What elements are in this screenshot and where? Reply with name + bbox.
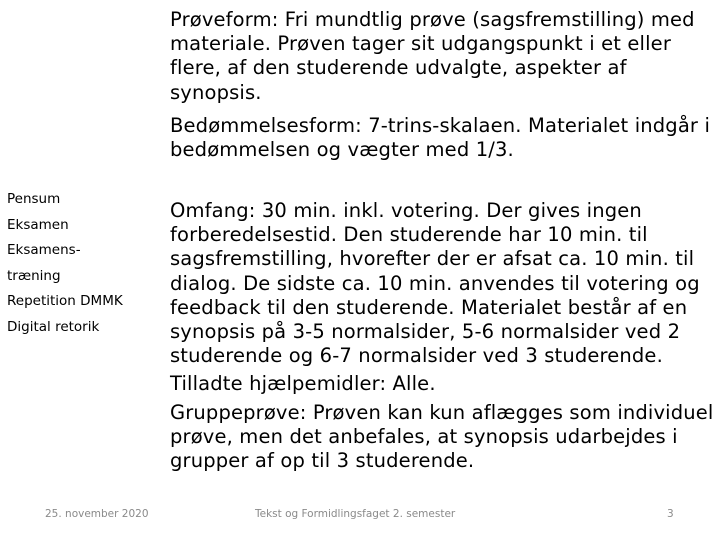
exam-form-paragraph: Prøveform: Fri mundtlig prøve (sagsfremstilling) med materiale. Prøven tager sit udgangspunkt i et eller flere, af den studerende udvalgte, aspekter af synopsis. bbox=[170, 8, 695, 104]
top-text-block bbox=[170, 8, 715, 171]
allowed-aids-paragraph: Tilladte hjælpemidler: Alle. bbox=[170, 372, 436, 396]
sidebar-nav bbox=[7, 187, 157, 341]
footer-page-number: 3 bbox=[667, 508, 674, 520]
sidebar-item-eksamen[interactable]: Eksamen bbox=[7, 216, 69, 233]
sidebar-item-eksamenstraening-line2[interactable]: træning bbox=[7, 267, 61, 284]
group-exam-paragraph: Gruppeprøve: Prøven kan kun aflægges som individuel prøve, men det anbefales, at synopsis udarbejdes i grupper af op til 3 studerende. bbox=[170, 400, 714, 473]
sidebar-item-eksamenstraening-line1[interactable]: Eksamens- bbox=[7, 242, 81, 259]
sidebar-item-digital-retorik[interactable]: Digital retorik bbox=[7, 318, 100, 335]
sidebar-item-repetition-dmmk[interactable]: Repetition DMMK bbox=[7, 293, 123, 310]
assessment-form-paragraph: Bedømmelsesform: 7-trins-skalaen. Materialet indgår i bedømmelsen og vægter med 1/3. bbox=[170, 113, 711, 162]
footer-course-title: Tekst og Formidlingsfaget 2. semester bbox=[255, 508, 456, 520]
footer-date: 25. november 2020 bbox=[45, 508, 149, 520]
sidebar-item-pensum[interactable]: Pensum bbox=[7, 191, 61, 207]
bottom-text-block bbox=[170, 199, 715, 477]
scope-paragraph: Omfang: 30 min. inkl. votering. Der gives ingen forberedelsestid. Den studerende har 10 min. til sagsfremstilling, hvorefter der er afsat ca. 10 min. til dialog. De sidste ca. 10 min. anvendes til votering og feedback til den studerende. Materialet består af en synopsis på 3-5 normalsider, 5-6 normalsider ved 2 studerende og 6-7 normalsider ved 3 studerende. bbox=[170, 199, 700, 368]
